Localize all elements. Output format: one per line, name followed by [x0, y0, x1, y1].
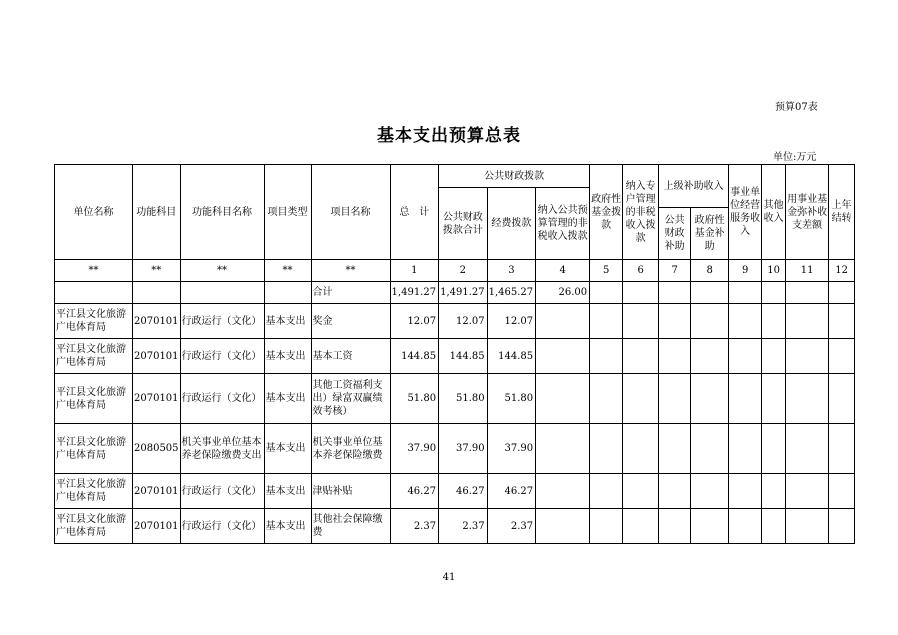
index-cell: ** [311, 260, 390, 282]
cell-name: 其他社会保障缴费 [311, 509, 390, 544]
cell-code: 2070101 [133, 509, 181, 544]
index-cell: 8 [691, 260, 729, 282]
cell-pf-funds: 12.07 [487, 304, 536, 339]
index-cell: 2 [439, 260, 488, 282]
table-row [55, 474, 855, 509]
total-label: 合计 [311, 282, 390, 304]
cell-pf-total: 2.37 [439, 509, 488, 544]
cell-pf-total: 51.80 [439, 374, 488, 424]
cell-pf-funds: 37.90 [487, 424, 536, 474]
index-cell: ** [55, 260, 133, 282]
total-pf-funds: 1,465.27 [487, 282, 536, 304]
header-func-code: 功能科目 [133, 165, 181, 260]
header-pf-funds: 经费拨款 [487, 188, 536, 260]
cell-pf-total: 46.27 [439, 474, 488, 509]
cell-total: 46.27 [390, 474, 439, 509]
table-row [55, 304, 855, 339]
index-cell: 10 [762, 260, 786, 282]
index-cell: 11 [786, 260, 829, 282]
table-row [55, 509, 855, 544]
header-total: 总 计 [390, 165, 439, 260]
header-business-income: 事业单位经营服务收入 [729, 165, 762, 260]
index-cell: ** [180, 260, 264, 282]
header-pf-total: 公共财政拨款合计 [439, 188, 488, 260]
page-title: 基本支出预算总表 [377, 126, 521, 146]
table-row [55, 339, 855, 374]
header-public-finance: 公共财政拨款 [439, 165, 590, 188]
total-pf-total: 1,491.27 [439, 282, 488, 304]
header-gov-fund: 政府性基金拨款 [590, 165, 623, 260]
index-cell: 1 [390, 260, 439, 282]
cell-type: 基本支出 [264, 339, 311, 374]
cell-pf-funds: 46.27 [487, 474, 536, 509]
index-row [55, 260, 855, 282]
cell-pf-funds: 51.80 [487, 374, 536, 424]
table-code: 预算07表 [775, 102, 818, 113]
cell-pf-funds: 2.37 [487, 509, 536, 544]
header-item-name: 项目名称 [311, 165, 390, 260]
cell-type: 基本支出 [264, 374, 311, 424]
cell-name: 其他工资福利支出）绿富双赢绩效考核） [311, 374, 390, 424]
cell-code: 2070101 [133, 304, 181, 339]
total-row [55, 282, 855, 304]
cell-unit: 平江县文化旅游广电体育局 [55, 374, 133, 424]
cell-code: 2080505 [133, 424, 181, 474]
cell-name: 奖金 [311, 304, 390, 339]
header-unit-name: 单位名称 [55, 165, 133, 260]
cell-total: 37.90 [390, 424, 439, 474]
unit-label: 单位:万元 [773, 152, 817, 163]
table-row [55, 424, 855, 474]
cell-func: 行政运行（文化） [180, 374, 264, 424]
cell-func: 行政运行（文化） [180, 304, 264, 339]
page-number: 41 [442, 572, 456, 583]
header-reserve-fund: 用事业基金弥补收支差额 [786, 165, 829, 260]
index-cell: 7 [659, 260, 691, 282]
cell-type: 基本支出 [264, 304, 311, 339]
cell-unit: 平江县文化旅游广电体育局 [55, 509, 133, 544]
header-sub-public: 公共财政补助 [659, 208, 691, 260]
index-cell: 4 [536, 260, 590, 282]
index-cell: 5 [590, 260, 623, 282]
cell-pf-total: 37.90 [439, 424, 488, 474]
budget-table [54, 164, 855, 544]
header-item-type: 项目类型 [264, 165, 311, 260]
total-amount: 1,491.27 [390, 282, 439, 304]
header-other-income: 其他收入 [762, 165, 786, 260]
cell-pf-total: 12.07 [439, 304, 488, 339]
cell-type: 基本支出 [264, 424, 311, 474]
cell-name: 机关事业单位基本养老保险缴费 [311, 424, 390, 474]
cell-func: 机关事业单位基本养老保险缴费支出 [180, 424, 264, 474]
index-cell: 9 [729, 260, 762, 282]
cell-name: 津贴补贴 [311, 474, 390, 509]
cell-total: 51.80 [390, 374, 439, 424]
header-func-name: 功能科目名称 [180, 165, 264, 260]
cell-unit: 平江县文化旅游广电体育局 [55, 304, 133, 339]
cell-total: 12.07 [390, 304, 439, 339]
cell-pf-funds: 144.85 [487, 339, 536, 374]
header-special-nontax: 纳入专户管理的非税收入拨款 [623, 165, 659, 260]
header-carryover: 上年结转 [829, 165, 855, 260]
cell-func: 行政运行（文化） [180, 509, 264, 544]
cell-func: 行政运行（文化） [180, 339, 264, 374]
cell-unit: 平江县文化旅游广电体育局 [55, 339, 133, 374]
cell-func: 行政运行（文化） [180, 474, 264, 509]
cell-unit: 平江县文化旅游广电体育局 [55, 474, 133, 509]
index-cell: 3 [487, 260, 536, 282]
cell-type: 基本支出 [264, 509, 311, 544]
cell-total: 144.85 [390, 339, 439, 374]
index-cell: 12 [829, 260, 855, 282]
cell-unit: 平江县文化旅游广电体育局 [55, 424, 133, 474]
header-superior-subsidy: 上级补助收入 [659, 165, 729, 208]
cell-code: 2070101 [133, 474, 181, 509]
total-nontax: 26.00 [536, 282, 590, 304]
cell-pf-total: 144.85 [439, 339, 488, 374]
index-cell: ** [133, 260, 181, 282]
index-cell: 6 [623, 260, 659, 282]
cell-code: 2070101 [133, 374, 181, 424]
cell-name: 基本工资 [311, 339, 390, 374]
cell-total: 2.37 [390, 509, 439, 544]
cell-code: 2070101 [133, 339, 181, 374]
header-nontax: 纳入公共预算管理的非税收入拨款 [536, 188, 590, 260]
header-sub-govfund: 政府性基金补助 [691, 208, 729, 260]
cell-type: 基本支出 [264, 474, 311, 509]
index-cell: ** [264, 260, 311, 282]
table-row [55, 374, 855, 424]
